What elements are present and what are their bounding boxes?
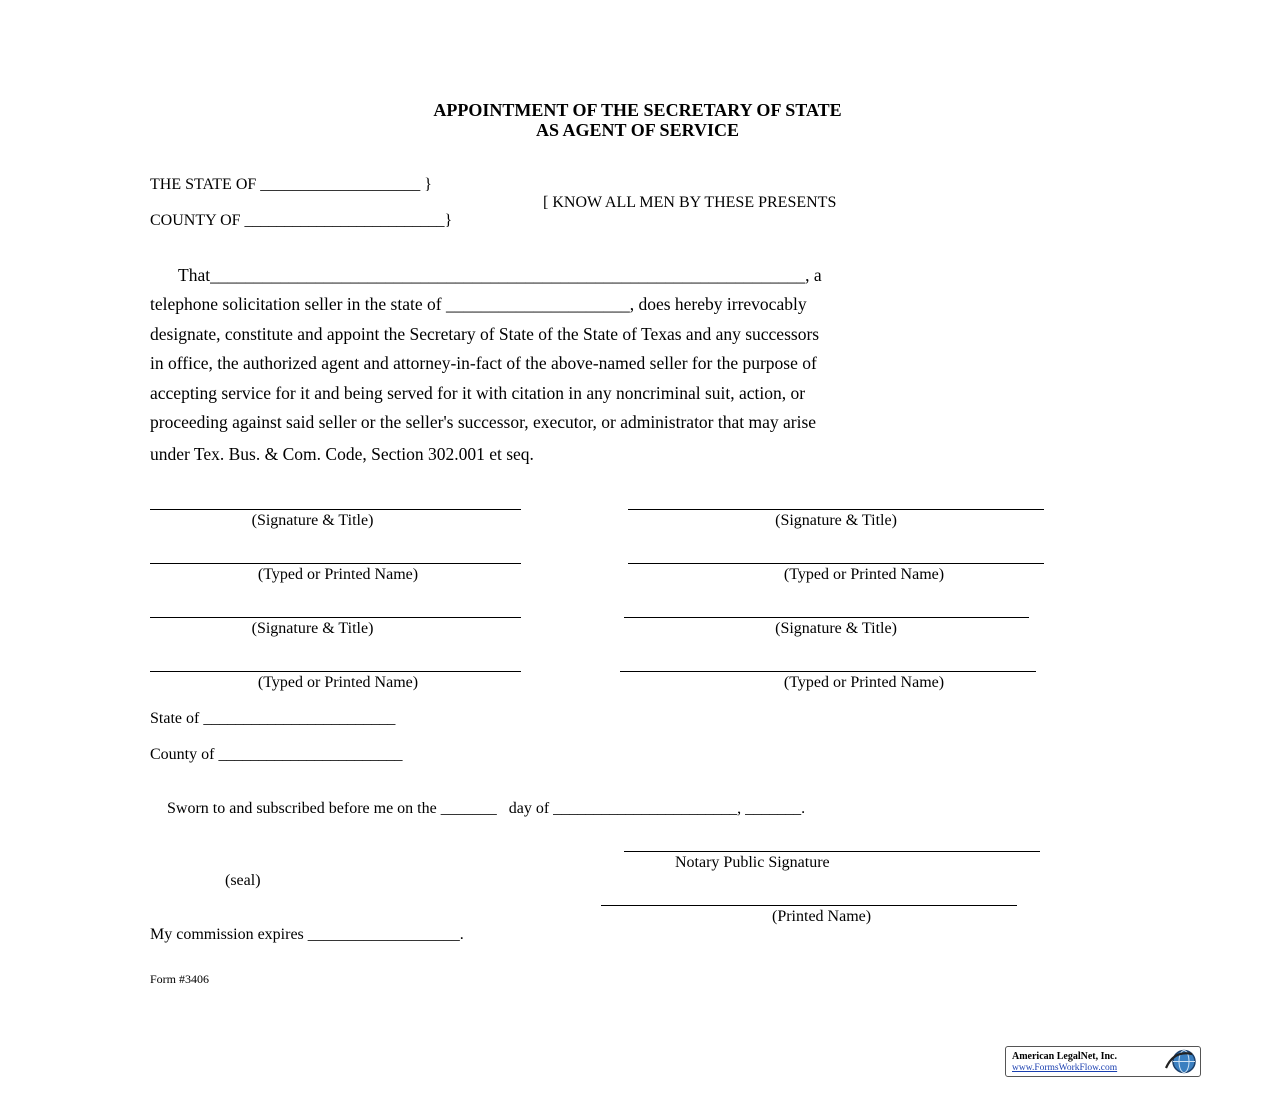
name-line-right-2	[620, 671, 1036, 672]
venue-state-of: State of ________________________	[150, 710, 396, 727]
footer-url-link[interactable]: www.FormsWorkFlow.com	[1012, 1063, 1118, 1073]
county-of-caption: COUNTY OF _________________________}	[150, 212, 453, 229]
signature-line-left-2	[150, 617, 521, 618]
document-title-line-1: APPOINTMENT OF THE SECRETARY OF STATE	[433, 100, 842, 120]
venue-county-of: County of _______________________	[150, 746, 403, 763]
form-number: Form #3406	[150, 972, 210, 986]
document-title-line-2: AS AGENT OF SERVICE	[536, 120, 739, 140]
body-line-7: under Tex. Bus. & Com. Code, Section 302.001 et seq.	[150, 444, 534, 464]
seal-label: (seal)	[225, 872, 261, 889]
printed-name-caption-right-1: (Typed or Printed Name)	[783, 566, 945, 583]
commission-expires-line: My commission expires ___________________.	[150, 926, 464, 943]
footer-badge[interactable]	[1005, 1046, 1201, 1077]
state-of-caption: THE STATE OF ____________________ }	[150, 176, 432, 193]
footer-company-name: American LegalNet, Inc.	[1012, 1051, 1117, 1062]
printed-name-caption-left-2: (Typed or Printed Name)	[257, 674, 419, 691]
notary-printed-name-caption: (Printed Name)	[772, 908, 872, 925]
body-line-2: telephone solicitation seller in the state of _____________________, does hereby irrevocably	[150, 294, 807, 314]
name-line-left-1	[150, 563, 521, 564]
printed-name-caption-left-1: (Typed or Printed Name)	[257, 566, 419, 583]
signature-title-caption-right-1: (Signature & Title)	[775, 512, 897, 529]
know-all-men-caption: [ KNOW ALL MEN BY THESE PRESENTS	[543, 194, 837, 211]
notary-signature-caption: Notary Public Signature	[675, 854, 830, 871]
notary-printed-name-line	[601, 905, 1017, 906]
signature-title-caption-right-2: (Signature & Title)	[775, 620, 897, 637]
body-line-6: proceeding against said seller or the seller's successor, executor, or administrator that may arise	[150, 412, 817, 432]
globe-logo-icon	[1162, 1048, 1198, 1075]
signature-line-left-1	[150, 509, 521, 510]
body-line-1: That____________________________________________________________________, a	[178, 265, 822, 285]
notary-signature-line	[624, 851, 1040, 852]
name-line-right-1	[628, 563, 1044, 564]
name-line-left-2	[150, 671, 521, 672]
signature-title-caption-left-2: (Signature & Title)	[251, 620, 374, 637]
signature-line-right-2	[624, 617, 1029, 618]
body-line-5: accepting service for it and being served for it with citation in any noncriminal suit, action, or	[150, 383, 806, 403]
printed-name-caption-right-2: (Typed or Printed Name)	[783, 674, 945, 691]
sworn-subscribed-line: Sworn to and subscribed before me on the _______ day of _______________________, _______.	[167, 800, 806, 817]
body-line-4: in office, the authorized agent and attorney-in-fact of the above-named seller for the purpose of	[150, 353, 817, 373]
signature-line-right-1	[628, 509, 1044, 510]
signature-title-caption-left-1: (Signature & Title)	[251, 512, 374, 529]
body-line-3: designate, constitute and appoint the Secretary of State of the State of Texas and any successors	[150, 324, 820, 344]
